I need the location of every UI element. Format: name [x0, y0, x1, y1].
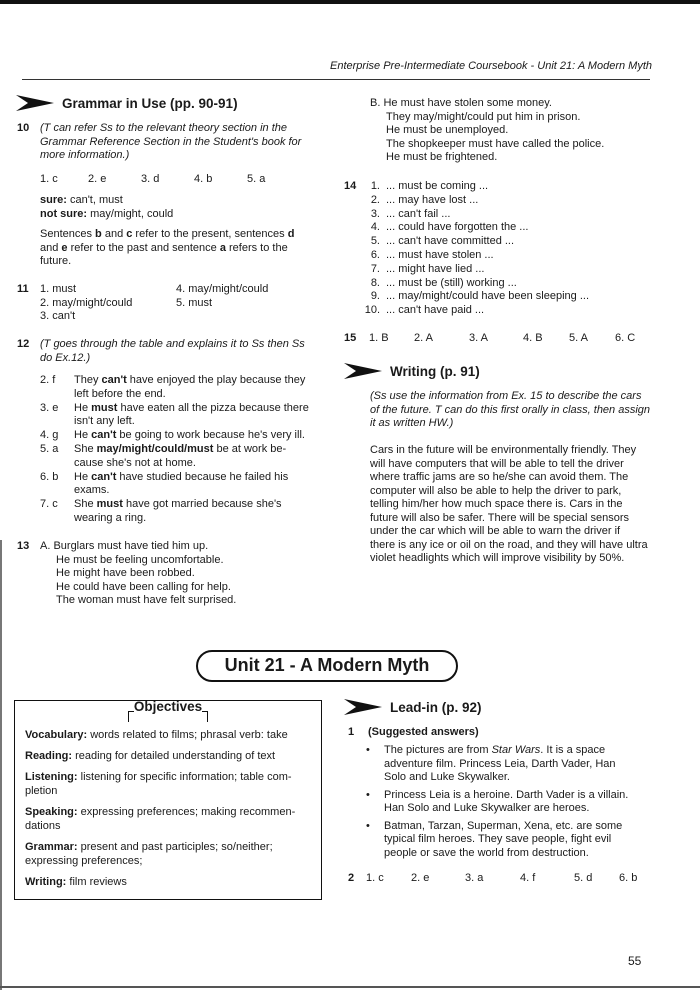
ex11-col2 — [176, 283, 268, 310]
ex11-answer: 2. may/might/could — [40, 296, 133, 309]
ex12-item-number: 5. a — [40, 443, 59, 455]
txt: e — [61, 241, 68, 254]
txt: refers to the — [225, 241, 288, 254]
sure-label: sure: — [40, 194, 67, 206]
txt: He — [74, 429, 92, 441]
ex14-item-number: 9. — [370, 290, 380, 303]
ex12-item-text — [74, 443, 286, 457]
ex15-number: 15 — [344, 332, 357, 344]
objective-item — [25, 729, 315, 743]
ex15-answer: 6. C — [615, 332, 636, 344]
ex14-item-text: ... could have forgotten the ... — [386, 221, 529, 234]
ex14-item-text: ... may/might/could have been sleeping ... — [386, 290, 590, 303]
ex10-note-line: Grammar Reference Section in the Student's book for — [40, 135, 302, 148]
grammar-heading — [16, 93, 238, 113]
ex12-item-text — [74, 429, 305, 443]
scan-edge-bottom — [0, 986, 700, 988]
ex2-answer: 4. f — [520, 872, 536, 884]
txt: be at work be- — [213, 443, 287, 455]
ex12-item-number: 2. f — [40, 374, 56, 386]
ex13-line: He must be frightened. — [386, 151, 498, 163]
objective-text: words related to films; phrasal verb: take — [87, 729, 288, 741]
ex14-item-text: ... must be (still) working ... — [386, 276, 517, 289]
txt: and — [101, 228, 127, 240]
ex13-line: The woman must have felt surprised. — [56, 594, 237, 606]
txt: must — [91, 401, 118, 414]
ex14-item-number: 5. — [370, 235, 380, 248]
ex13-line: B. He must have stolen some money. — [370, 97, 552, 109]
objective-label: Speaking: — [25, 806, 78, 818]
leadin-line: Batman, Tarzan, Superman, Xena, etc. are some — [384, 819, 623, 832]
txt: c — [126, 228, 133, 240]
ex10-answer: 5. a — [247, 173, 266, 185]
ex10-answer: 1. c — [40, 173, 58, 185]
txt: may/might/could/must — [96, 443, 214, 455]
ex15-answer: 5. A — [569, 332, 588, 344]
writing-line: future will also be safer. There will be special sensors — [370, 511, 630, 524]
leadin-bullet-text — [384, 789, 628, 816]
txt: She — [74, 443, 97, 455]
writing-line: computer will also be able to help the driver to park, — [370, 484, 622, 497]
txt: can't — [101, 374, 127, 386]
scan-edge — [0, 540, 2, 990]
ex2-answer: 5. d — [574, 872, 593, 884]
ex13-line: He must be feeling uncomfortable. — [56, 553, 224, 566]
ex10-answer: 2. e — [88, 173, 107, 185]
writing-line: under the car which will be able to warn the driver if — [370, 525, 621, 537]
objective-text: listening for specific information; table com- — [77, 771, 292, 783]
objective-line — [25, 729, 315, 743]
ex14-item-number: 7. — [370, 262, 380, 275]
txt: have enjoyed the play because they — [126, 374, 306, 386]
objective-item — [25, 771, 315, 798]
writing-note-line: it as written HW.) — [370, 417, 454, 429]
ex13-line: The shopkeeper must have called the police. — [386, 137, 605, 150]
objective-text: expressing preferences; making recommen- — [77, 806, 296, 818]
ex2-number: 2 — [348, 872, 355, 884]
ex13-a — [40, 540, 236, 608]
ex10-answer: 4. b — [194, 173, 213, 185]
txt: b — [95, 228, 102, 240]
bracket-right — [202, 711, 208, 722]
leadin-title: Lead-in (p. 92) — [390, 699, 482, 715]
ex13-line: A. Burglars must have tied him up. — [40, 540, 209, 552]
writing-note-line: of the future. T can do this first orally in class, then assign — [370, 403, 651, 416]
objective-line — [25, 750, 315, 764]
objective-label: Listening: — [25, 771, 78, 783]
ex12-note-line: do Ex.12.) — [40, 351, 91, 364]
ex2-answer: 3. a — [465, 872, 484, 884]
writing-line: there is any ice or oil on the road, and they will have ultra — [370, 538, 648, 551]
writing-heading — [344, 361, 480, 381]
ex10-note-line: (T can refer Ss to the relevant theory section in the — [40, 122, 288, 134]
ex14-item-number: 4. — [370, 221, 380, 234]
arrow-icon — [16, 93, 56, 113]
ex10-number: 10 — [17, 122, 30, 134]
arrow-icon — [344, 361, 384, 381]
txt: future. — [40, 255, 72, 267]
ex15-answer: 2. A — [414, 332, 433, 344]
bullet-icon: • — [366, 788, 370, 801]
top-border — [0, 0, 700, 4]
ex14-item-number: 8. — [370, 276, 380, 289]
ex11-answer: 3. can't — [40, 310, 76, 322]
ex12-item-text — [74, 471, 288, 485]
objectives-box — [14, 700, 322, 900]
ex14-item-text: ... can't have paid ... — [386, 304, 485, 317]
objective-line — [25, 876, 315, 890]
ex10-note-line: more information.) — [40, 149, 130, 161]
ex12-item-number: 7. c — [40, 498, 58, 510]
txt: can't — [91, 429, 117, 441]
writing-note — [370, 390, 650, 431]
ex12-item-number: 3. e — [40, 401, 59, 414]
leadin-line: Solo and Luke Skywalker. — [384, 771, 510, 783]
arrow-icon — [344, 697, 384, 717]
notsure-text: may/might, could — [87, 208, 174, 220]
txt: refer to the past and sentence — [67, 241, 220, 254]
leadin-line: Han Solo and Luke Skywalker are heroes. — [384, 802, 590, 814]
txt: have eaten all the pizza because there — [117, 401, 309, 414]
objective-label: Reading: — [25, 750, 73, 762]
writing-line: Cars in the future will be environmentally friendly. They — [370, 444, 637, 456]
ex13-line: They may/might/could put him in prison. — [386, 110, 581, 123]
ex12-item-text — [74, 374, 305, 388]
leadin-line: adventure film. Princess Leia, Darth Vader, Han — [384, 757, 616, 770]
objectives-title: Objectives — [133, 699, 203, 714]
ex13-line: He must be unemployed. — [386, 124, 509, 136]
txt: can't — [91, 470, 117, 483]
ex10-sentence — [40, 228, 320, 269]
ex13-line: He might have been robbed. — [56, 567, 195, 579]
ex12-item-text — [74, 402, 309, 416]
grammar-title: Grammar in Use (pp. 90-91) — [62, 95, 238, 111]
ex10-note — [40, 122, 330, 163]
txt: They — [74, 374, 102, 386]
objective-label: Writing: — [25, 876, 67, 888]
writing-line: where traffic jams are so he/she can avoid them. The — [370, 471, 629, 483]
ex15-answer: 3. A — [469, 332, 488, 344]
objective-label: Grammar: — [25, 841, 78, 853]
page-number: 55 — [628, 954, 642, 968]
ex10-answer: 3. d — [141, 173, 160, 185]
ex13-b — [370, 97, 604, 165]
ex12-item-cont: exams. — [74, 484, 110, 496]
ex11-answer: 5. must — [176, 296, 213, 309]
objective-cont: pletion — [25, 784, 58, 797]
ex12-item-text — [74, 498, 282, 512]
objective-text: film reviews — [66, 876, 127, 888]
ex12-item-cont: cause she's not at home. — [74, 456, 196, 469]
leadin-line: typical film heroes. They save people, fight evil — [384, 833, 612, 845]
ex14-item-number: 10. — [364, 304, 380, 317]
objective-item — [25, 806, 315, 833]
ex10-sure — [40, 194, 123, 206]
ex14-item-number: 2. — [370, 193, 380, 206]
ex14-item-number: 6. — [370, 249, 380, 261]
ex12-item-number: 6. b — [40, 470, 59, 483]
objective-cont: dations — [25, 819, 61, 832]
ex11-number: 11 — [17, 283, 29, 295]
ex15-answer: 1. B — [369, 332, 389, 344]
writing-title: Writing (p. 91) — [390, 363, 480, 379]
txt: have studied because he failed his — [116, 470, 289, 483]
writing-line: violet headlights which will improve visibility by 50%. — [370, 552, 625, 564]
leadin-bullet-text — [384, 820, 622, 861]
txt: d — [287, 228, 295, 240]
ex14-item-text: ... can't have committed ... — [386, 235, 515, 248]
txt: a — [219, 241, 226, 254]
objective-item — [25, 841, 315, 868]
ex12-item-cont: left before the end. — [74, 387, 166, 400]
leadin-heading — [344, 697, 482, 717]
ex12-item-cont: isn't any left. — [74, 415, 135, 427]
txt: and — [40, 241, 62, 254]
objective-line — [25, 806, 315, 820]
ex2-answer: 2. e — [411, 872, 430, 884]
leadin-number: 1 — [348, 726, 355, 738]
txt: . It is a space — [540, 744, 606, 756]
txt: refer to the present, sentences — [132, 228, 288, 240]
ex14-item-text: ... can't fail ... — [386, 207, 451, 220]
writing-line: telling him/her how much space there is. Cars in the — [370, 498, 623, 510]
ex13-number: 13 — [17, 540, 30, 552]
sure-text: can't, must — [66, 194, 123, 206]
unit-title: Unit 21 - A Modern Myth — [224, 655, 430, 675]
running-header: Enterprise Pre-Intermediate Coursebook - Unit 21: A Modern Myth — [330, 60, 652, 72]
objectives-heading — [15, 699, 321, 722]
objective-text: reading for detailed understanding of text — [72, 750, 276, 762]
ex11-answer: 4. may/might/could — [176, 283, 269, 295]
notsure-label: not sure: — [40, 208, 88, 220]
writing-line: will have computers that will be able to tell the driver — [370, 457, 624, 470]
txt: Sentences — [40, 228, 96, 240]
bullet-icon: • — [366, 819, 370, 832]
txt: have got married because she's — [122, 498, 282, 510]
ex14-item-text: ... must have stolen ... — [386, 249, 494, 261]
ex11-col1 — [40, 283, 132, 324]
ex10-notsure — [40, 208, 173, 220]
ex12-item-number: 4. g — [40, 429, 59, 441]
objective-label: Vocabulary: — [25, 729, 88, 741]
leadin-line — [384, 744, 616, 758]
ex12-item-cont: wearing a ring. — [74, 511, 147, 524]
leadin-line: Princess Leia is a heroine. Darth Vader is a villain. — [384, 788, 629, 801]
ex14-item-text: ... may have lost ... — [386, 193, 479, 206]
ex12-note — [40, 338, 305, 365]
txt: He — [74, 401, 92, 414]
ex14-item-number: 3. — [370, 207, 380, 220]
ex2-answer: 6. b — [619, 872, 638, 884]
leadin-bullet-text — [384, 744, 616, 785]
ex14-item-text: ... might have lied ... — [386, 262, 485, 275]
ex11-answer: 1. must — [40, 283, 77, 295]
header-rule — [22, 79, 650, 80]
objective-text: present and past participles; so/neither; — [77, 841, 273, 853]
ex2-answer: 1. c — [366, 872, 384, 884]
writing-body — [370, 444, 650, 566]
txt: He — [74, 470, 92, 483]
txt: be going to work because he's very ill. — [116, 429, 305, 441]
ex12-note-line: (T goes through the table and explains it to Ss then Ss — [40, 338, 305, 350]
ex13-line: He could have been calling for help. — [56, 580, 231, 593]
objective-cont: expressing preferences; — [25, 854, 143, 867]
leadin-line: people or save the world from destruction. — [384, 846, 589, 859]
objective-line — [25, 841, 315, 855]
objective-item — [25, 750, 315, 764]
txt: The pictures are from — [384, 744, 492, 756]
objective-item — [25, 876, 315, 890]
unit-banner — [196, 650, 458, 684]
ex12-number: 12 — [17, 338, 30, 350]
ex15-answer: 4. B — [523, 332, 543, 344]
ex14-item-number: 1. — [370, 180, 380, 192]
ex14-item-text: ... must be coming ... — [386, 180, 489, 192]
writing-note-line: (Ss use the information from Ex. 15 to describe the cars — [370, 390, 642, 402]
ex14-number: 14 — [344, 180, 357, 192]
txt: She — [74, 498, 97, 510]
film-title: Star Wars — [491, 744, 541, 756]
leadin-subtitle: (Suggested answers) — [368, 726, 479, 738]
txt: must — [96, 498, 123, 510]
objective-line — [25, 771, 315, 785]
bullet-icon: • — [366, 744, 370, 756]
